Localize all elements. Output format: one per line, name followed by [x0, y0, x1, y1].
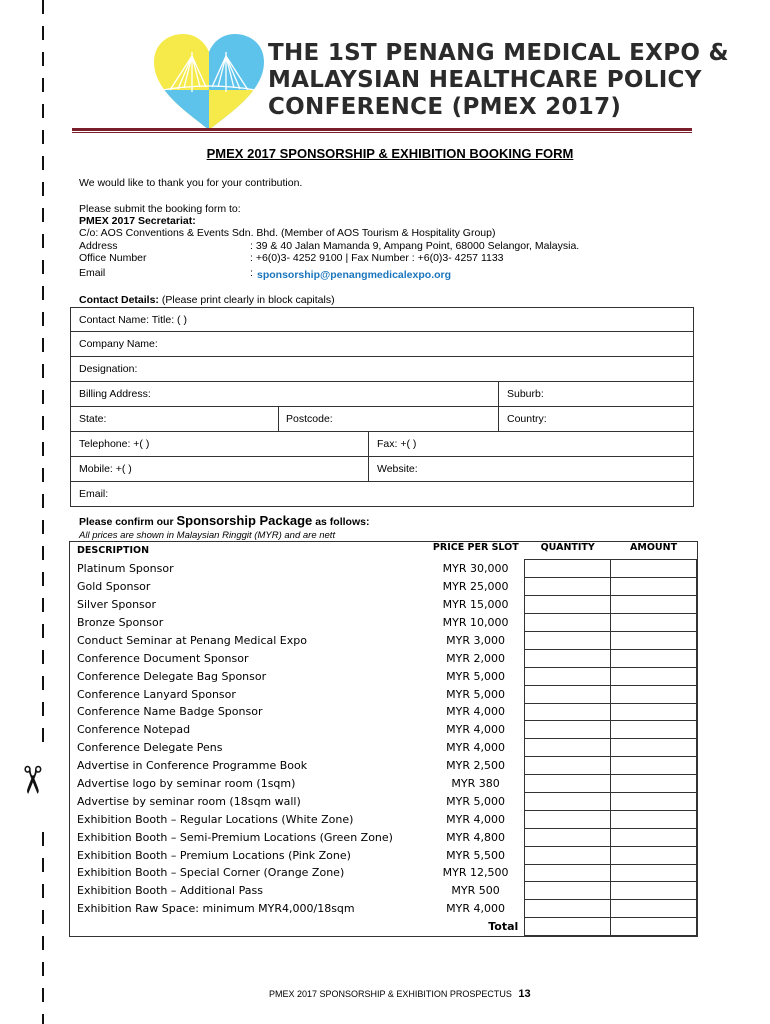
package-description: Exhibition Booth – Semi-Premium Locations (Green Zone) [77, 830, 393, 844]
quantity-input[interactable] [525, 667, 611, 685]
package-description: Exhibition Raw Space: minimum MYR4,000/18sqm [77, 902, 355, 916]
cut-line-dash [42, 0, 44, 14]
table-header-row [70, 542, 697, 560]
package-description: Conference Delegate Bag Sponsor [77, 669, 267, 683]
package-price: MYR 380 [451, 777, 500, 791]
quantity-input[interactable] [525, 578, 611, 596]
mobile-field[interactable]: Mobile: +( ) [79, 463, 132, 475]
cut-line-dash [42, 390, 44, 404]
table-row [70, 846, 697, 864]
quantity-input[interactable] [525, 703, 611, 721]
package-description: Advertise logo by seminar room (1sqm) [77, 777, 296, 791]
mobile-row [70, 457, 694, 482]
package-description: Exhibition Booth – Special Corner (Orange Zone) [77, 866, 345, 880]
quantity-input[interactable] [525, 685, 611, 703]
price-note: All prices are shown in Malaysian Ringgit (MYR) and are nett [79, 530, 336, 541]
package-price: MYR 5,500 [446, 848, 505, 862]
amount-input[interactable] [611, 775, 697, 793]
footer-text: PMEX 2017 SPONSORSHIP & EXHIBITION PROSPECTUS [269, 989, 512, 999]
package-description: Gold Sponsor [77, 580, 151, 594]
quantity-input[interactable] [525, 775, 611, 793]
event-title [268, 40, 729, 121]
cut-line-dash [42, 494, 44, 508]
care-of-text: C/o: AOS Conventions & Events Sdn. Bhd. (Member of AOS Tourism & Hospitality Group) [79, 227, 496, 239]
contact-name-field[interactable]: Contact Name: Title: ( ) [79, 314, 187, 326]
package-price: MYR 4,000 [446, 705, 505, 719]
contact-name-row [70, 307, 694, 332]
table-row [70, 560, 697, 578]
amount-input[interactable] [611, 685, 697, 703]
amount-input[interactable] [611, 578, 697, 596]
amount-input[interactable] [611, 596, 697, 614]
col-amount: AMOUNT [630, 542, 678, 553]
cut-line-dash [42, 182, 44, 196]
email-label: Email [79, 267, 106, 279]
cut-line-dash [42, 130, 44, 144]
cut-line-dash [42, 676, 44, 690]
col-price: PRICE PER SLOT [432, 542, 519, 553]
package-description: Bronze Sponsor [77, 616, 164, 629]
table-row [70, 703, 697, 721]
amount-input[interactable] [611, 810, 697, 828]
package-price: MYR 4,000 [446, 741, 505, 755]
total-label: Total [488, 920, 519, 934]
cut-line-dash [42, 988, 44, 1002]
table-row [70, 757, 697, 775]
quantity-input[interactable] [525, 596, 611, 614]
package-description: Exhibition Booth – Additional Pass [77, 884, 263, 898]
amount-input[interactable] [611, 882, 697, 900]
cut-line-dash [42, 650, 44, 664]
package-price: MYR 5,000 [446, 669, 505, 683]
cut-line-dash [42, 416, 44, 430]
quantity-input[interactable] [525, 846, 611, 864]
package-description: Platinum Sponsor [77, 562, 174, 576]
col-description: DESCRIPTION [77, 545, 150, 557]
package-price: MYR 12,500 [442, 866, 509, 880]
table-row [70, 631, 697, 649]
package-description: Conference Name Badge Sponsor [77, 705, 263, 719]
quantity-input[interactable] [525, 614, 611, 632]
cut-line-dash [42, 858, 44, 872]
table-row [70, 614, 697, 632]
table-row [70, 649, 697, 667]
package-description: Advertise in Conference Programme Book [77, 759, 308, 773]
cut-line-dash [42, 728, 44, 742]
amount-input[interactable] [611, 614, 697, 632]
cut-line-dash [42, 78, 44, 92]
amount-input[interactable] [611, 864, 697, 882]
cut-line-dash [42, 624, 44, 638]
table-row [70, 882, 697, 900]
page-number: 13 [518, 988, 531, 1000]
cut-line-dash [42, 260, 44, 274]
package-price: MYR 2,500 [446, 759, 505, 773]
office-row [79, 252, 679, 264]
table-row [70, 721, 697, 739]
amount-input[interactable] [611, 667, 697, 685]
state-field[interactable]: State: [79, 413, 107, 425]
page-footer [269, 988, 531, 1000]
email-colon: : [250, 267, 253, 279]
amount-input[interactable] [611, 631, 697, 649]
package-price: MYR 4,000 [446, 902, 505, 916]
total-quantity-input[interactable] [525, 918, 611, 936]
package-description: Conference Notepad [77, 723, 191, 737]
pmex-heart-logo [150, 32, 268, 132]
sponsorship-table [70, 542, 697, 936]
amount-input[interactable] [611, 739, 697, 757]
package-price: MYR 4,000 [446, 723, 505, 737]
cut-line-dash [42, 52, 44, 66]
cut-line-dash [42, 702, 44, 716]
billing-address-field[interactable]: Billing Address: [79, 388, 151, 400]
quantity-input[interactable] [525, 757, 611, 775]
cut-line-dash [42, 364, 44, 378]
package-price: MYR 10,000 [442, 616, 509, 629]
quantity-input[interactable] [525, 739, 611, 757]
submit-instruction: Please submit the booking form to: [79, 203, 241, 215]
contact-email-field[interactable]: Email: [79, 488, 109, 500]
package-heading-pre: Please confirm our [79, 516, 177, 528]
package-price: MYR 5,000 [446, 794, 505, 808]
package-description: Exhibition Booth – Regular Locations (White Zone) [77, 812, 354, 826]
package-price: MYR 5,000 [446, 687, 505, 701]
designation-row [70, 357, 694, 382]
quantity-input[interactable] [525, 721, 611, 739]
title-line-2: MALAYSIAN HEALTHCARE POLICY [268, 67, 702, 93]
cut-line-dash [42, 546, 44, 560]
quantity-input[interactable] [525, 810, 611, 828]
cut-line-dash [42, 962, 44, 976]
address-value: : 39 & 40 Jalan Mamanda 9, Ampang Point, 68000 Selangor, Malaysia. [250, 240, 580, 252]
package-price: MYR 3,000 [446, 633, 505, 647]
cut-line-dash [42, 1014, 44, 1024]
quantity-input[interactable] [525, 828, 611, 846]
quantity-input[interactable] [525, 631, 611, 649]
postcode-field[interactable]: Postcode: [286, 413, 333, 425]
cut-line-dash [42, 234, 44, 248]
table-row [70, 596, 697, 614]
cut-line-dash [42, 572, 44, 586]
table-row [70, 864, 697, 882]
quantity-input[interactable] [525, 792, 611, 810]
package-description: Advertise by seminar room (18sqm wall) [77, 794, 301, 808]
email-link[interactable]: sponsorship@penangmedicalexpo.org [257, 269, 452, 281]
package-description: Exhibition Booth – Premium Locations (Pink Zone) [77, 848, 351, 862]
cut-line-dash [42, 910, 44, 924]
table-row [70, 739, 697, 757]
designation-field[interactable]: Designation: [79, 363, 138, 375]
package-heading [79, 513, 369, 528]
cut-line-dash [42, 520, 44, 534]
package-price: MYR 15,000 [442, 598, 509, 612]
cut-line-dash [42, 442, 44, 456]
email-row [79, 267, 679, 279]
package-description: Conference Document Sponsor [77, 651, 249, 665]
country-field[interactable]: Country: [507, 413, 547, 425]
title-line-3: CONFERENCE (PMEX 2017) [268, 94, 622, 120]
thanks-text: We would like to thank you for your contribution. [79, 177, 303, 189]
header-rule [72, 128, 692, 131]
package-heading-big: Sponsorship Package [176, 513, 313, 528]
cut-line-dash [42, 208, 44, 222]
cut-line-dash [42, 26, 44, 40]
table-row [70, 775, 697, 793]
amount-input[interactable] [611, 792, 697, 810]
table-row [70, 667, 697, 685]
cut-line-dash [42, 468, 44, 482]
fax-field[interactable]: Fax: +( ) [377, 438, 417, 450]
amount-input[interactable] [611, 721, 697, 739]
package-price: MYR 500 [451, 884, 500, 898]
package-price: MYR 30,000 [442, 562, 509, 576]
package-description: Conference Lanyard Sponsor [77, 687, 236, 701]
table-row [70, 828, 697, 846]
phone-row [70, 432, 694, 457]
package-price: MYR 2,000 [446, 651, 505, 665]
table-row [70, 900, 697, 918]
cut-line-dash [42, 312, 44, 326]
cut-line-dash [42, 338, 44, 352]
header-rule-thin [72, 132, 692, 133]
amount-input[interactable] [611, 649, 697, 667]
company-row [70, 332, 694, 357]
quantity-input[interactable] [525, 560, 611, 578]
table-row [70, 810, 697, 828]
contact-heading-bold: Contact Details: [79, 294, 159, 306]
table-row [70, 685, 697, 703]
table-row [70, 578, 697, 596]
amount-input[interactable] [611, 757, 697, 775]
quantity-input[interactable] [525, 900, 611, 918]
table-row [70, 792, 697, 810]
cut-line-dash [42, 936, 44, 950]
office-label: Office Number [79, 252, 147, 264]
quantity-input[interactable] [525, 649, 611, 667]
telephone-field[interactable]: Telephone: +( ) [79, 438, 150, 450]
amount-input[interactable] [611, 900, 697, 918]
cut-line-dash [42, 832, 44, 846]
amount-input[interactable] [611, 560, 697, 578]
amount-input[interactable] [611, 846, 697, 864]
package-description: Conference Delegate Pens [77, 741, 223, 755]
package-price: MYR 25,000 [442, 580, 509, 594]
state-row [70, 407, 694, 432]
amount-input[interactable] [611, 828, 697, 846]
package-price: MYR 4,800 [446, 830, 505, 844]
contact-heading [79, 294, 335, 306]
amount-input[interactable] [611, 703, 697, 721]
cut-line-dash [42, 286, 44, 300]
package-heading-post: as follows: [312, 516, 370, 528]
total-amount-input[interactable] [611, 918, 697, 936]
office-value: : +6(0)3- 4252 9100 | Fax Number : +6(0)3- 4257 1133 [250, 252, 504, 264]
suburb-field[interactable]: Suburb: [507, 388, 544, 400]
quantity-input[interactable] [525, 882, 611, 900]
billing-row [70, 382, 694, 407]
col-quantity: QUANTITY [540, 542, 595, 553]
cut-line-dash [42, 884, 44, 898]
total-row [70, 918, 697, 936]
website-field[interactable]: Website: [377, 463, 418, 475]
quantity-input[interactable] [525, 864, 611, 882]
package-description: Conduct Seminar at Penang Medical Expo [77, 633, 307, 647]
title-line-1: THE 1ST PENANG MEDICAL EXPO & [268, 40, 729, 66]
package-description: Silver Sponsor [77, 598, 157, 612]
cut-line-dash [42, 598, 44, 612]
email-field-row [70, 482, 694, 507]
company-name-field[interactable]: Company Name: [79, 338, 158, 350]
secretariat-heading: PMEX 2017 Secretariat: [79, 215, 196, 227]
scissors-icon: ✂ [9, 764, 54, 796]
form-title: PMEX 2017 SPONSORSHIP & EXHIBITION BOOKING FORM [206, 146, 574, 161]
contact-heading-note: (Please print clearly in block capitals) [158, 294, 335, 306]
cut-line-dash [42, 104, 44, 118]
package-price: MYR 4,000 [446, 812, 505, 826]
address-label: Address [79, 240, 118, 252]
address-row [79, 240, 679, 252]
